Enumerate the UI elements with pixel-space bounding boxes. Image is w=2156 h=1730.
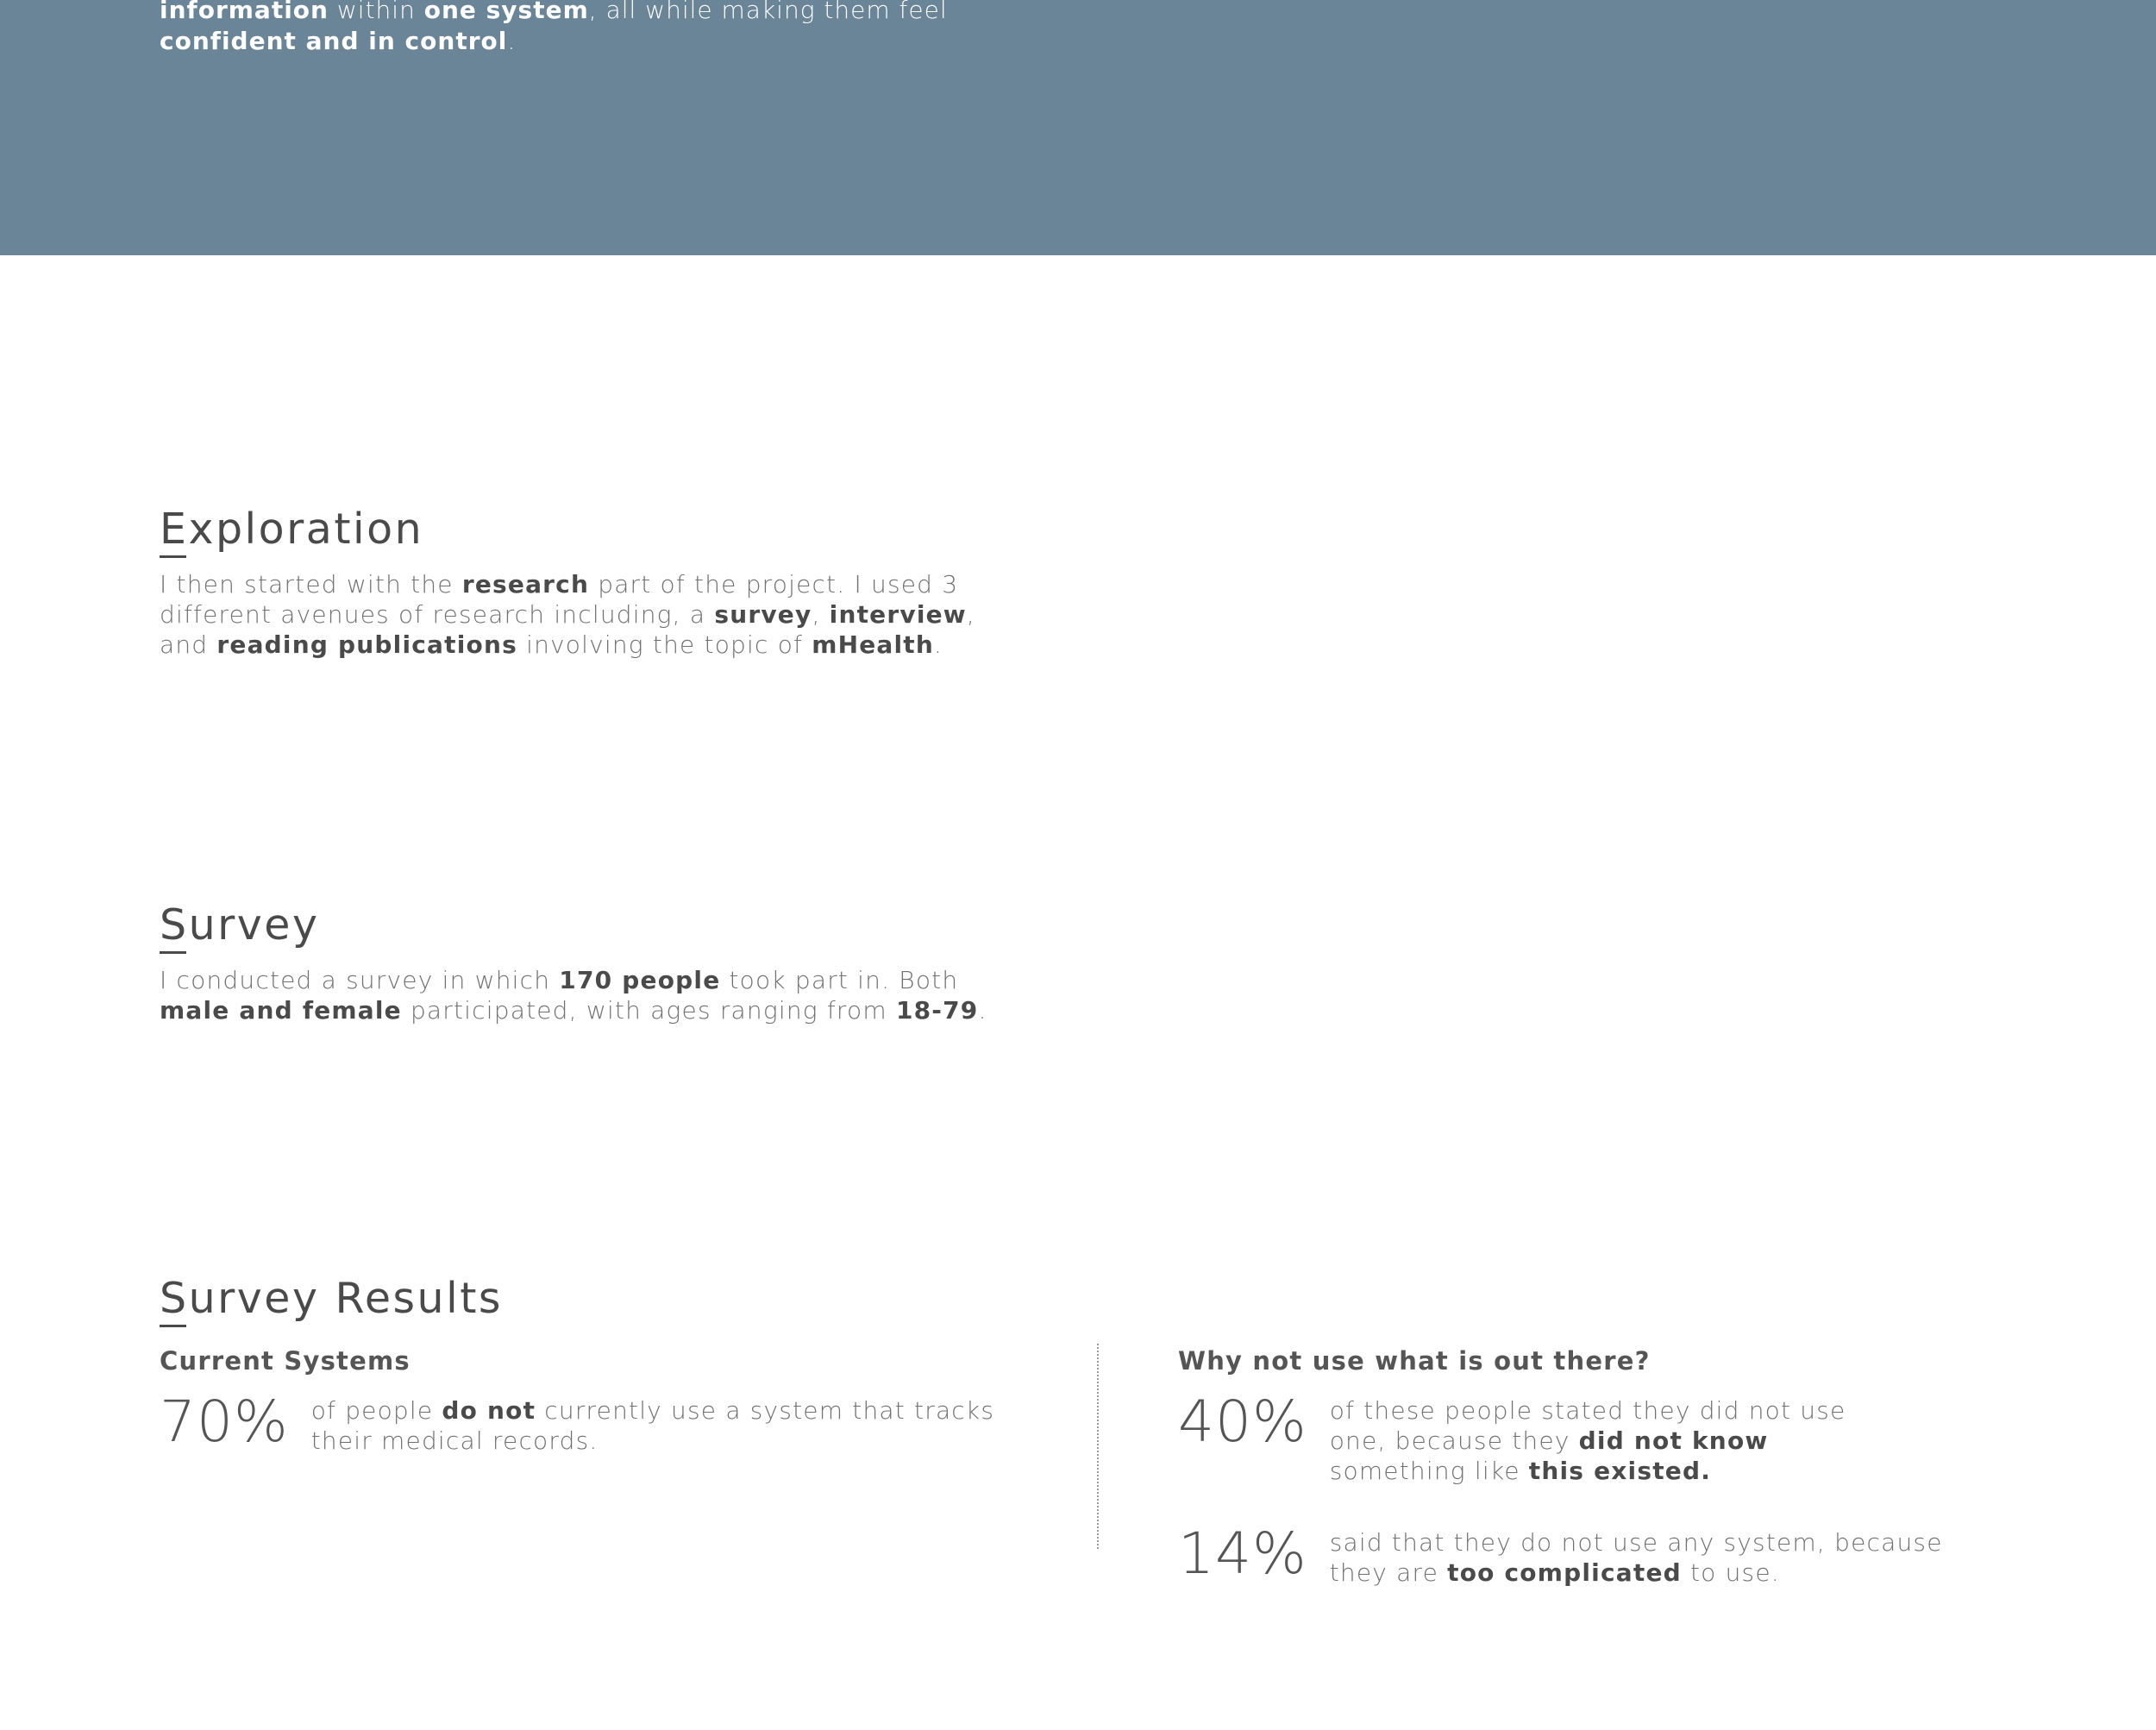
results-divider (1097, 1344, 1099, 1549)
stat-70-percent (160, 1388, 1001, 1456)
current-systems-subtitle: Current Systems (160, 1346, 411, 1376)
text-fragment: . (978, 996, 987, 1025)
banner-emphasis: one system (423, 0, 589, 24)
banner-emphasis: information (160, 0, 329, 24)
emphasis: 18-79 (895, 996, 979, 1025)
text-fragment: involving the topic of (517, 630, 812, 659)
text-fragment: currently use a system that tracks their medical records. (310, 1396, 995, 1455)
text-fragment: said that they do not use any system, because they are (1329, 1528, 1943, 1587)
emphasis: research (461, 570, 590, 599)
intro-banner (0, 0, 2156, 255)
banner-emphasis: confident and in control (160, 27, 508, 55)
survey-results-heading-underline (160, 1325, 186, 1327)
exploration-heading: Exploration (160, 505, 424, 554)
text-fragment: participated, with ages ranging from (401, 996, 896, 1025)
stat-description (1330, 1524, 1951, 1588)
survey-heading: Survey (160, 900, 320, 950)
emphasis: male and female (160, 996, 402, 1025)
banner-text-fragment: , all while making them feel (588, 0, 948, 24)
emphasis: too complicated (1447, 1558, 1682, 1587)
stat-value: 14% (1178, 1520, 1307, 1587)
stat-14-percent (1178, 1520, 1951, 1588)
exploration-paragraph (160, 569, 1022, 660)
survey-paragraph (160, 965, 1022, 1025)
emphasis: survey (714, 600, 812, 629)
stat-value: 40% (1178, 1388, 1307, 1455)
stat-description (1330, 1392, 1847, 1486)
stat-description (311, 1392, 1001, 1456)
emphasis: this existed. (1528, 1457, 1712, 1485)
text-fragment: took part in. Both (720, 966, 959, 994)
stat-value: 70% (160, 1388, 289, 1455)
emphasis: did not know (1578, 1426, 1769, 1455)
banner-text-fragment: within (328, 0, 424, 24)
text-fragment: . (934, 630, 943, 659)
text-fragment: , and (160, 600, 975, 659)
text-fragment: of these people stated they did not use one, because they (1329, 1396, 1846, 1455)
text-fragment: I conducted a survey in which (160, 966, 560, 994)
text-fragment: to use. (1681, 1558, 1780, 1587)
banner-text-fragment: . (507, 27, 517, 55)
text-fragment: I then started with the (160, 570, 462, 599)
why-not-subtitle: Why not use what is out there? (1178, 1346, 1651, 1376)
emphasis: do not (442, 1396, 536, 1425)
emphasis: 170 people (559, 966, 721, 994)
banner-text (160, 0, 1108, 57)
exploration-heading-underline (160, 555, 186, 558)
text-fragment: of people (310, 1396, 442, 1425)
emphasis: reading publications (216, 630, 517, 659)
survey-results-heading: Survey Results (160, 1274, 503, 1323)
stat-40-percent (1178, 1388, 1847, 1486)
text-fragment: part of the project. I used 3 different avenues of research including, a (160, 570, 959, 629)
survey-heading-underline (160, 951, 186, 954)
text-fragment: something like (1329, 1457, 1529, 1485)
emphasis: mHealth (812, 630, 934, 659)
text-fragment: , (812, 600, 830, 629)
emphasis: interview (829, 600, 967, 629)
